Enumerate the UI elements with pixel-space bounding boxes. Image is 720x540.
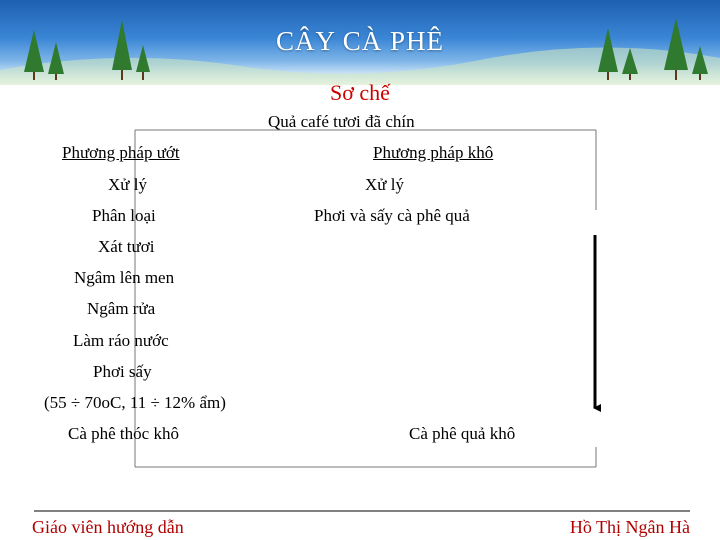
dry-method-heading: Phương pháp khô — [373, 143, 494, 162]
footer-author-name: Hồ Thị Ngân Hà — [569, 517, 690, 537]
dry-result: Cà phê quả khô — [409, 424, 516, 443]
wet-step: Ngâm rửa — [87, 299, 156, 318]
wet-step: Ngâm lên men — [74, 268, 175, 287]
dry-step: Xử lý — [365, 175, 404, 194]
root-node: Quả café tươi đã chín — [268, 112, 415, 131]
dry-step: Phơi và sấy cà phê quả — [314, 206, 470, 225]
wet-method-heading: Phương pháp ướt — [62, 143, 180, 162]
wet-step: Làm ráo nước — [73, 331, 169, 350]
page-title: CÂY CÀ PHÊ — [275, 26, 445, 56]
page-subtitle: Sơ chế — [330, 80, 390, 105]
footer-supervisor-label: Giáo viên hướng dẫn — [32, 517, 184, 537]
wet-step: Xử lý — [108, 175, 147, 194]
drying-conditions: (55 ÷ 70oC, 11 ÷ 12% ẩm) — [44, 393, 226, 412]
wet-step: Xát tươi — [98, 237, 155, 256]
wet-result: Cà phê thóc khô — [68, 424, 179, 443]
wet-step: Phân loại — [92, 206, 156, 225]
wet-step: Phơi sấy — [93, 362, 152, 381]
